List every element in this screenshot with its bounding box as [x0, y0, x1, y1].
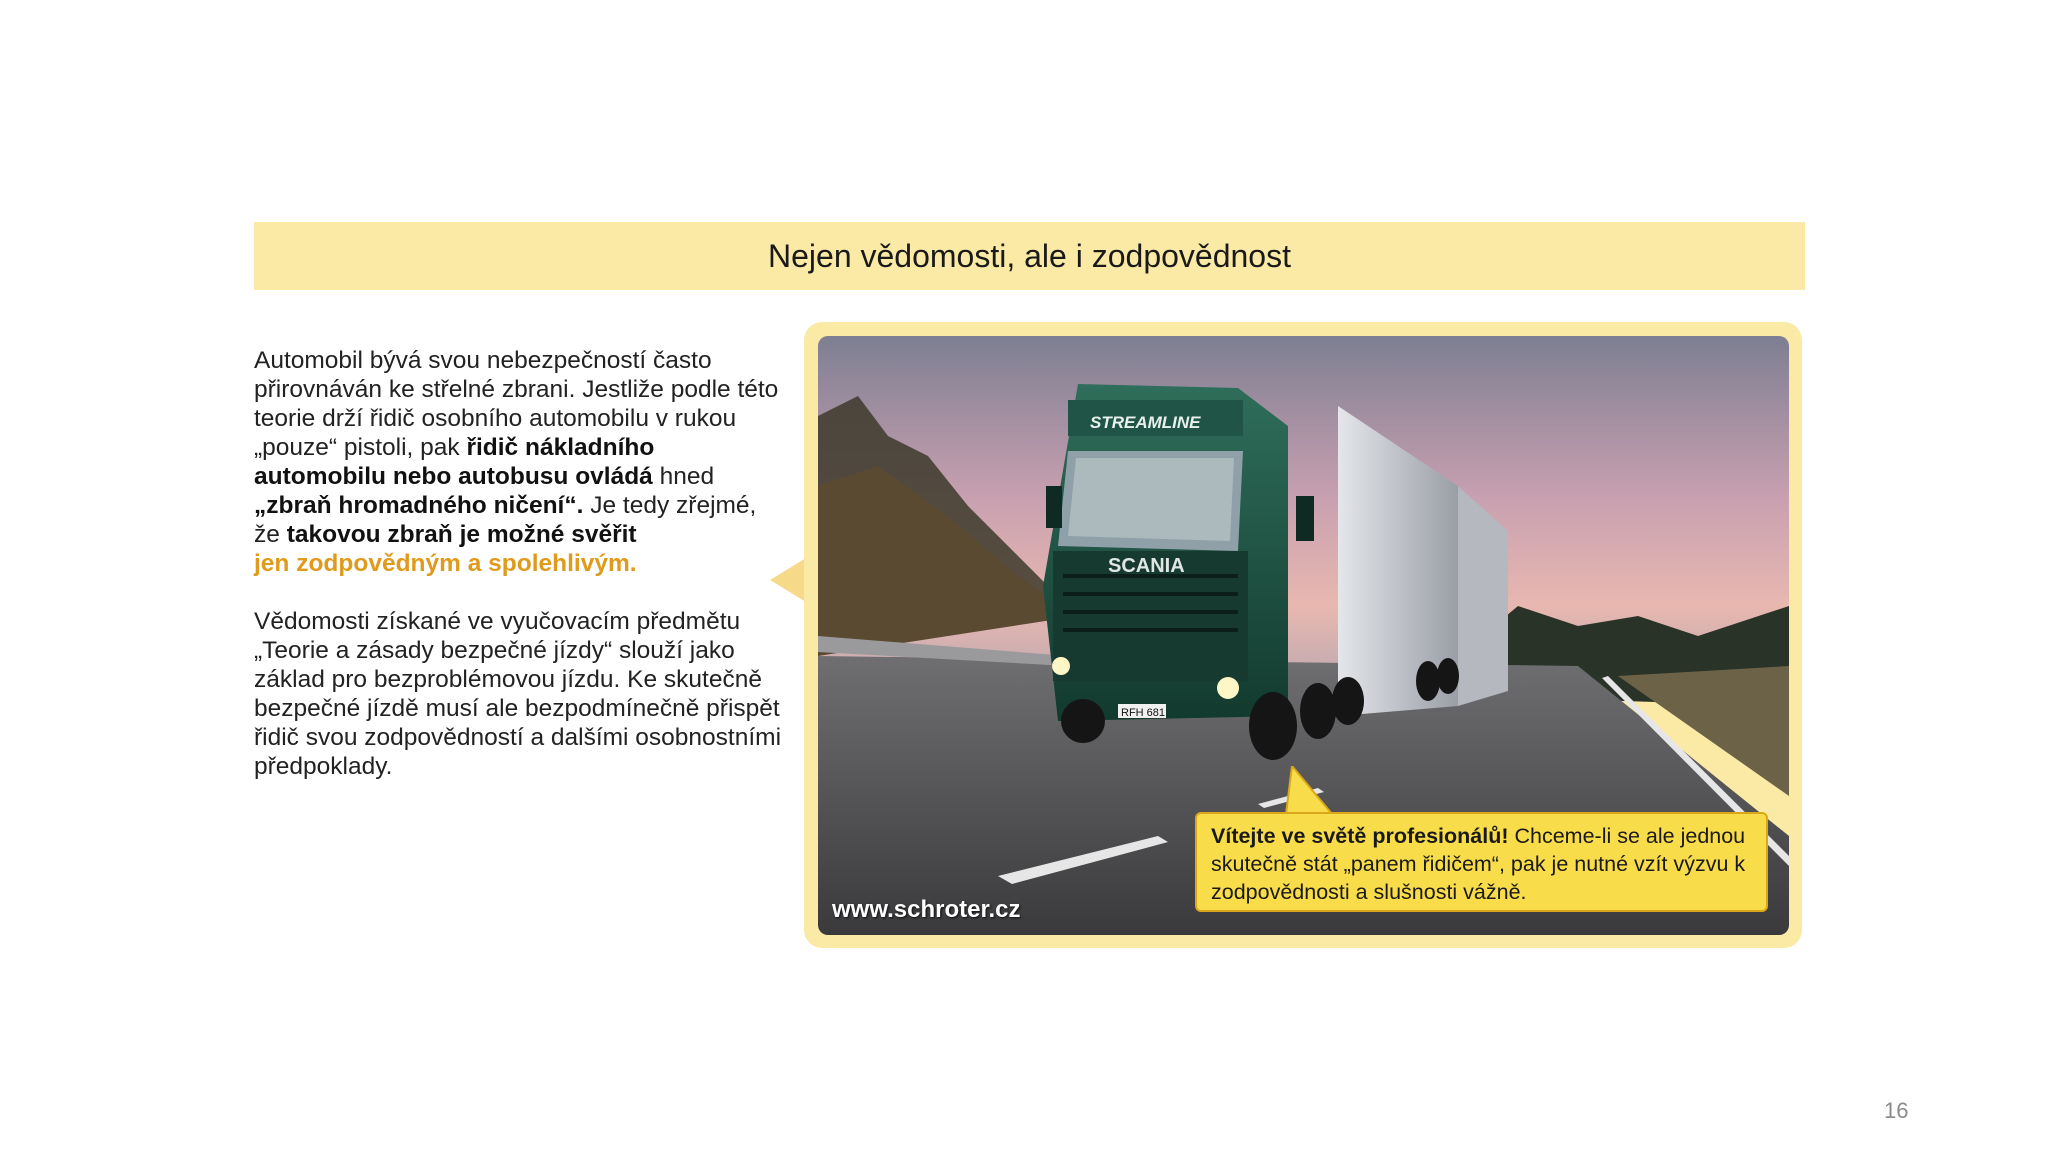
frame-pointer-arrow [770, 558, 806, 602]
p1-bold-driver: řidič nákladního automobilu nebo autobusu ovládá [254, 434, 655, 490]
visor-label: STREAMLINE [1090, 413, 1201, 432]
slide-title-bar [254, 222, 1805, 290]
body-text [254, 346, 786, 810]
paragraph-2: Vědomosti získané ve vyučovacím předmětu „Teorie a zásady bezpečné jízdy“ slouží jako základ pro bezproblémovou jízdu. Ke skutečně bezpečné jízdě musí ale bezpodmínečně přispět řidič svou zodpovědností a dalšími osobnostními předpoklady. [254, 608, 782, 780]
callout-text: Chceme-li se ale jednou skutečně stát „panem řidičem“, pak je nutné vzít výzvu k zodpovědnosti a slušnosti vážně. [1211, 824, 1746, 904]
p1-part-a: Automobil bývá svou nebezpečností často přirovnáván ke střelné zbrani. Jestliže podle této teorie drží řidič osobního automobilu v rukou „pouze“ pistoli, pak [254, 347, 779, 461]
p1-part-e: Je tedy zřejmé, že [254, 492, 757, 548]
p1-part-c: hned [652, 463, 715, 490]
callout-tail [1282, 766, 1342, 816]
callout-bold: Vítejte ve světě profesionálů! [1211, 824, 1509, 848]
page-number: 16 [1884, 1098, 1909, 1123]
p1-orange-highlight: jen zodpovědným a spolehlivým. [254, 550, 637, 577]
slide-title: Nejen vědomosti, ale i zodpovědnost [768, 237, 1291, 274]
callout-box [1195, 812, 1768, 912]
p1-bold-entrust: takovou zbraň je možné svěřit [286, 521, 637, 548]
truck-brand-label: SCANIA [1108, 555, 1185, 577]
paragraph-1 [254, 346, 786, 578]
plate-label: RFH 681 [1121, 707, 1166, 719]
photo-watermark: www.schroter.cz [832, 896, 1021, 923]
p1-bold-weapon: „zbraň hromadného ničení“. [254, 492, 584, 519]
